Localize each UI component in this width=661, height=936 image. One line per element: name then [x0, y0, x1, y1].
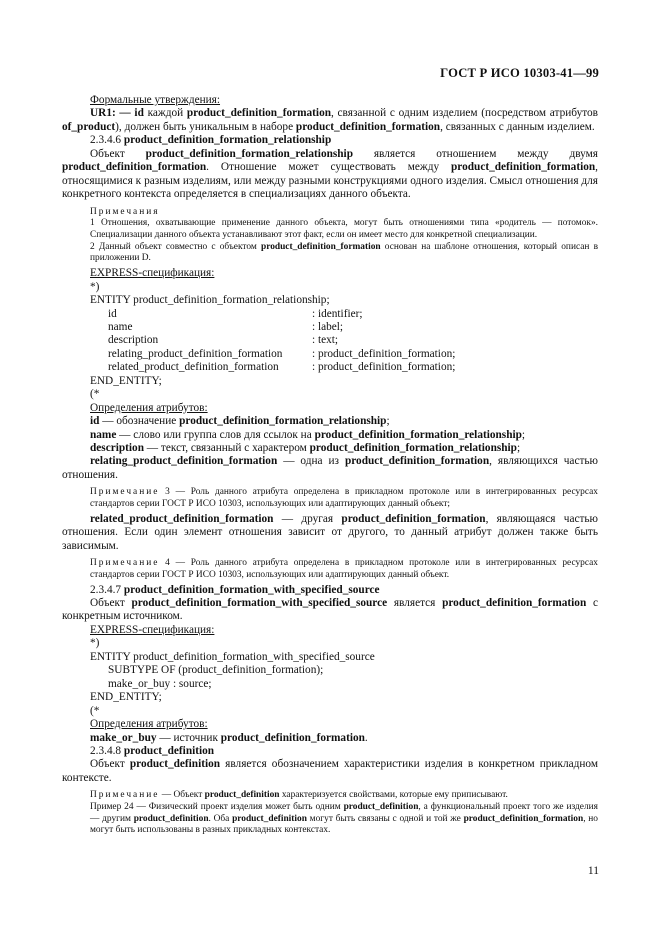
def-related: related_product_definition_formation — другая product_definition_formation, являющаяся частью отношения. Если один элемент отношения зависит от другого, то данный атрибут должен также быть зависимым.: [62, 512, 598, 552]
express-open: *): [90, 280, 100, 293]
express-close-2: (*: [90, 704, 100, 717]
formal-propositions-heading: Формальные утверждения:: [90, 94, 221, 106]
section-heading-2347: 2.3.4.7 product_definition_formation_with_specified_source: [90, 583, 380, 596]
section-heading-2348: 2.3.4.8 product_definition: [90, 745, 215, 757]
section-heading-2346: 2.3.4.6 product_definition_formation_relationship: [90, 134, 332, 147]
def-make-or-buy: make_or_buy — источник product_definition_formation.: [90, 731, 368, 744]
attr-row: name : label;: [108, 320, 344, 333]
note-2: 2 Данный объект совместно с объектом product_definition_formation основан на шаблоне отношения, который описан в приложении D.: [90, 241, 599, 264]
express-close: (*: [90, 388, 100, 401]
def-id: id — обозначение product_definition_formation_relationship;: [90, 415, 390, 428]
subtype-declaration: SUBTYPE OF (product_definition_formation);: [108, 664, 324, 677]
note-product-definition: Примечание — Объект product_definition характеризуется свойствами, которые ему приписывают.: [90, 790, 508, 801]
standard-header: ГОСТ Р ИСО 10303-41—99: [440, 66, 599, 80]
entity-declaration: ENTITY product_definition_formation_relationship;: [90, 294, 330, 307]
entity-end-2: END_ENTITY;: [90, 691, 162, 704]
ur1-label: UR1: — id: [90, 107, 144, 120]
example-24: Пример 24 — Физический проект изделия может быть одним product_definition, а функциональный проект того же изделия — другим product_definition. Оба product_definition могут быть связаны с одной и той же product_definition_formation, но могут быть использованы в разных прикладных контекстах.: [90, 802, 598, 836]
page-content: [62, 94, 598, 837]
attr-definitions-heading: Определения атрибутов:: [90, 401, 208, 414]
express-spec-heading: EXPRESS-спецификация:: [90, 267, 215, 280]
note-1: 1 Отношения, охватывающие применение данного объекта, могут быть отношениями типа «родитель — потомок». Специализации данного объекта устанавливают этот факт, если он имеет место для конкретной специализации.: [90, 218, 598, 241]
def-description: description — текст, связанный с характером product_definition_formation_relationship;: [90, 442, 521, 455]
section-2347-paragraph: Объект product_definition_formation_with_specified_source является product_definition_formation с конкретным источником.: [62, 597, 598, 623]
section-2348-paragraph: Объект product_definition является обозначением характеристики изделия в конкретном прикладном контексте.: [62, 758, 598, 784]
page-number: 11: [587, 865, 599, 877]
ur1-paragraph: UR1: — id каждой product_definition_formation, связанной с одним изделием (посредством атрибутов of_product), должен быть уникальным в наборе product_definition_formation, связанных с данным изделием.: [62, 107, 598, 133]
entity-declaration-2: ENTITY product_definition_formation_with_specified_source: [90, 650, 375, 663]
attr-row: relating_product_definition_formation : product_definition_formation;: [108, 347, 456, 360]
express-spec-heading-2: EXPRESS-спецификация:: [90, 623, 215, 636]
note-3: Примечание 3 — Роль данного атрибута определена в прикладном протоколе или в интегрированных ресурсах стандартов серии ГОСТ Р ИСО 10303, использующих или адаптирующих данный объект;: [90, 487, 598, 510]
note-4: Примечание 4 — Роль данного атрибута определена в прикладном протоколе или в интегрированных ресурсах стандартов серии ГОСТ Р ИСО 10303, использующих или адаптирующих данный объект.: [90, 558, 598, 580]
attr-row: id : identifier;: [108, 307, 363, 320]
express-open-2: *): [90, 637, 100, 650]
def-name: name — слово или группа слов для ссылок на product_definition_formation_relationship;: [90, 428, 526, 441]
entity-attributes: [62, 308, 598, 375]
make-or-buy-attr: make_or_buy : source;: [108, 677, 212, 690]
entity-end: END_ENTITY;: [90, 374, 162, 387]
notes-heading: Примечания: [90, 206, 160, 217]
section-2346-paragraph: Объект product_definition_formation_relationship является отношением между двумя product_definition_formation. Отношение может существовать между product_definition_formation, относящимися к разным изделиям, или между разными конструкциями одного изделия. Смысл отношения для конкретного контекста определяется в специализациях данного объекта.: [62, 147, 598, 201]
def-relating: relating_product_definition_formation — одна из product_definition_formation, являющихся частью отношения.: [62, 455, 598, 481]
attr-row: related_product_definition_formation : product_definition_formation;: [108, 361, 456, 374]
attr-row: description : text;: [108, 334, 339, 347]
attr-definitions-heading-2: Определения атрибутов:: [90, 718, 208, 731]
